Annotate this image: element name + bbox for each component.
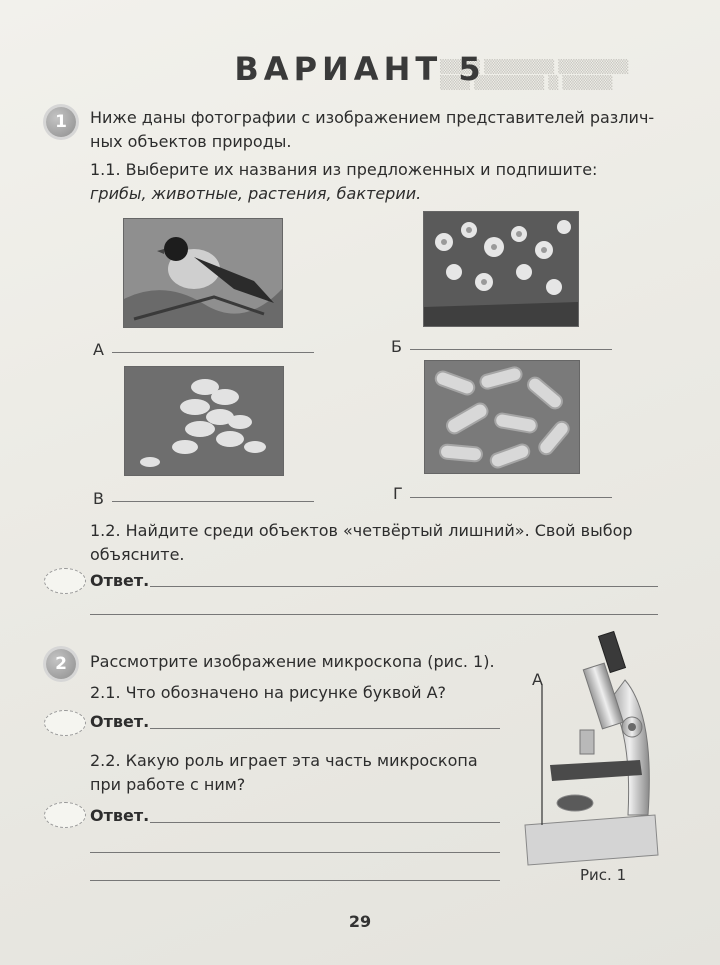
task-number-badge-2: 2 (46, 649, 76, 679)
photo-b-letter: Б (391, 337, 402, 356)
answer-circle-3 (44, 802, 86, 828)
photo-v-letter: В (93, 489, 104, 508)
task1-question2 (90, 519, 670, 567)
photo-g-answer-line[interactable] (410, 497, 612, 498)
figure-letter-a: А (532, 670, 543, 689)
photo-a (123, 218, 283, 328)
task2-answer2-label: Ответ. (90, 806, 150, 825)
task1-intro-line2: ных объектов природы. (90, 132, 292, 151)
task1-answer-label: Ответ. (90, 571, 150, 590)
task1-intro-line1: Ниже даны фотографии с изображением представителей различ- (90, 108, 655, 127)
task2-q2-line1: 2.2. Какую роль играет эта часть микроскопа (90, 751, 478, 770)
task-number-badge: 1 (46, 107, 76, 137)
photo-b-answer-line[interactable] (410, 349, 612, 350)
page-number: 29 (348, 912, 372, 931)
task1-q1-line1: 1.1. Выберите их названия из предложенных и подпишите: (90, 160, 598, 179)
answer-circle-2 (44, 710, 86, 736)
task2-question2 (90, 749, 520, 797)
task1-question1 (90, 158, 670, 206)
bacteria-photo-icon (425, 361, 579, 473)
task2-answer1-line[interactable] (150, 728, 500, 729)
photo-b (423, 211, 579, 327)
mushrooms-photo-icon (125, 367, 283, 475)
task1-q2-line2: объясните. (90, 545, 185, 564)
photo-a-letter: А (93, 340, 104, 359)
task1-answer-line-2[interactable] (90, 614, 658, 615)
photo-g-letter: Г (393, 484, 403, 503)
task2-q2-line2: при работе с ним? (90, 775, 246, 794)
microscope-figure (520, 625, 660, 870)
task2-intro: Рассмотрите изображение микроскопа (рис. 1). (90, 652, 495, 671)
photo-v (124, 366, 284, 476)
flowers-photo-icon (424, 212, 578, 326)
task2-question1: 2.1. Что обозначено на рисунке буквой А? (90, 683, 446, 702)
bullfinch-photo-icon (124, 219, 282, 327)
photo-v-answer-line[interactable] (112, 501, 314, 502)
task1-q2-line1: 1.2. Найдите среди объектов «четвёртый лишний». Свой выбор (90, 521, 633, 540)
photo-a-answer-line[interactable] (112, 352, 314, 353)
task2-answer2-line-3[interactable] (90, 880, 500, 881)
figure-caption: Рис. 1 (580, 866, 627, 884)
microscope-icon (520, 625, 660, 870)
task1-answer-line-1[interactable] (150, 586, 658, 587)
task1-q1-options: грибы, животные, растения, бактерии. (90, 184, 422, 203)
photo-g (424, 360, 580, 474)
task2-answer2-line-2[interactable] (90, 852, 500, 853)
task2-answer2-line-1[interactable] (150, 822, 500, 823)
task2-answer1-label: Ответ. (90, 712, 150, 731)
variant-title: ВАРИАНТ 5 (234, 50, 486, 88)
answer-circle (44, 568, 86, 594)
task1-intro (90, 106, 670, 154)
bleed-through-text: ▒▒▒▒ ▒▒▒▒▒▒▒ ▒▒▒▒▒▒▒ ▒▒▒ ▒▒▒▒▒▒▒ ▒ ▒▒▒▒▒ (440, 60, 629, 91)
